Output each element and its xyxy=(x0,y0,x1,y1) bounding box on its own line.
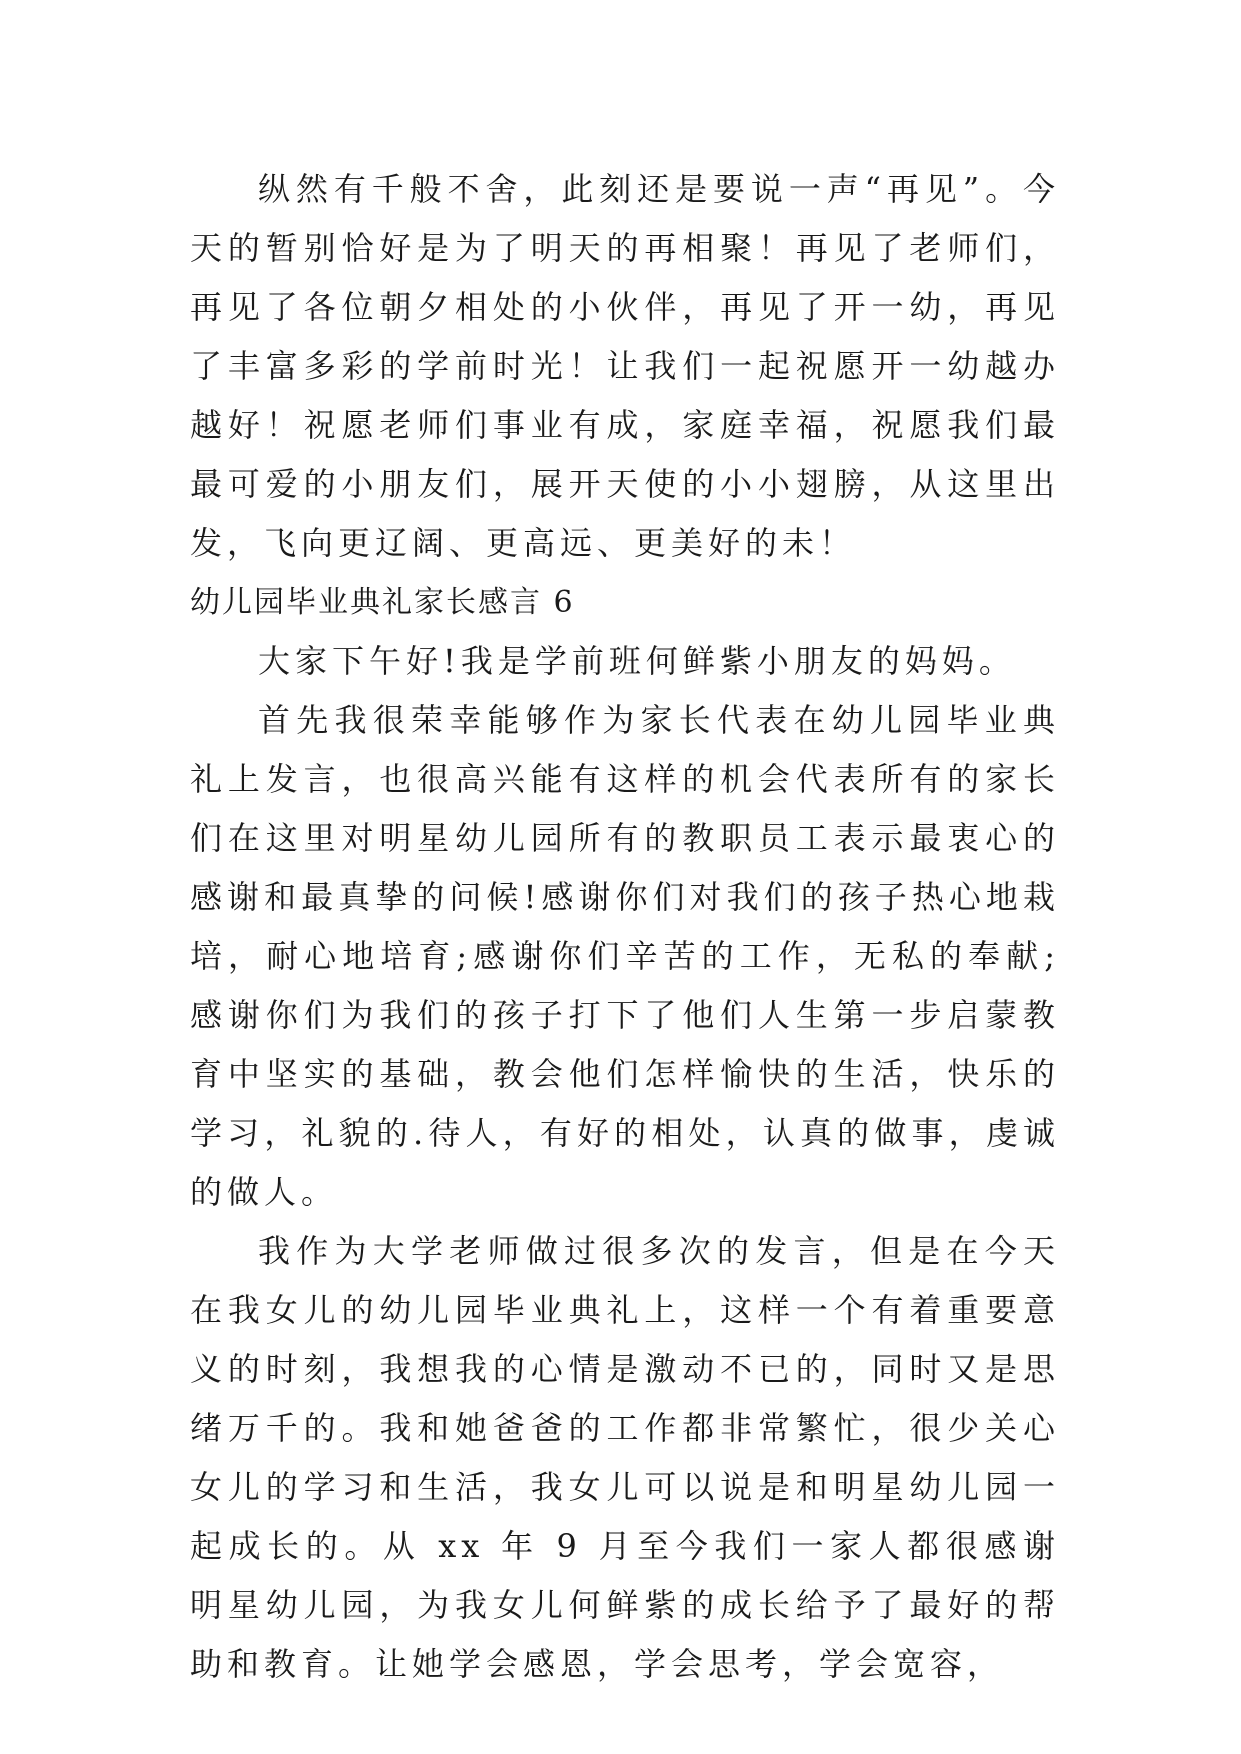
paragraph-thanks: 首先我很荣幸能够作为家长代表在幼儿园毕业典礼上发言，也很高兴能有这样的机会代表所有的家长们在这里对明星幼儿园所有的教职员工表示最衷心的感谢和最真挚的问候!感谢你们对我们的孩子热心地栽培，耐心地培育;感谢你们辛苦的工作，无私的奉献;感谢你们为我们的孩子打下了他们人生第一步启蒙教育中坚实的基础，教会他们怎样愉快的生活，快乐的学习，礼貌的.待人，有好的相处，认真的做事，虔诚的做人。 xyxy=(190,701,1060,1211)
paragraph-greeting: 大家下午好!我是学前班何鲜紫小朋友的妈妈。 xyxy=(258,642,1016,680)
document-body xyxy=(190,160,1060,1694)
paragraph-reflection: 我作为大学老师做过很多次的发言，但是在今天在我女儿的幼儿园毕业典礼上，这样一个有着重要意义的时刻，我想我的心情是激动不已的，同时又是思绪万千的。我和她爸爸的工作都非常繁忙，很少关心女儿的学习和生活，我女儿可以说是和明星幼儿园一起成长的。从 xx 年 9 月至今我们一家人都很感谢明星幼儿园，为我女儿何鲜紫的成长给予了最好的帮助和教育。让她学会感恩，学会思考，学会宽容， xyxy=(190,1232,1060,1683)
section-heading: 幼儿园毕业典礼家长感言 6 xyxy=(190,585,575,620)
paragraph-farewell: 纵然有千般不舍，此刻还是要说一声“再见”。今天的暂别恰好是为了明天的再相聚！再见了老师们，再见了各位朝夕相处的小伙伴，再见了开一幼，再见了丰富多彩的学前时光！让我们一起祝愿开一幼越办越好！祝愿老师们事业有成，家庭幸福，祝愿我们最最可爱的小朋友们，展开天使的小小翅膀，从这里出发，飞向更辽阔、更高远、更美好的未！ xyxy=(190,170,1060,562)
